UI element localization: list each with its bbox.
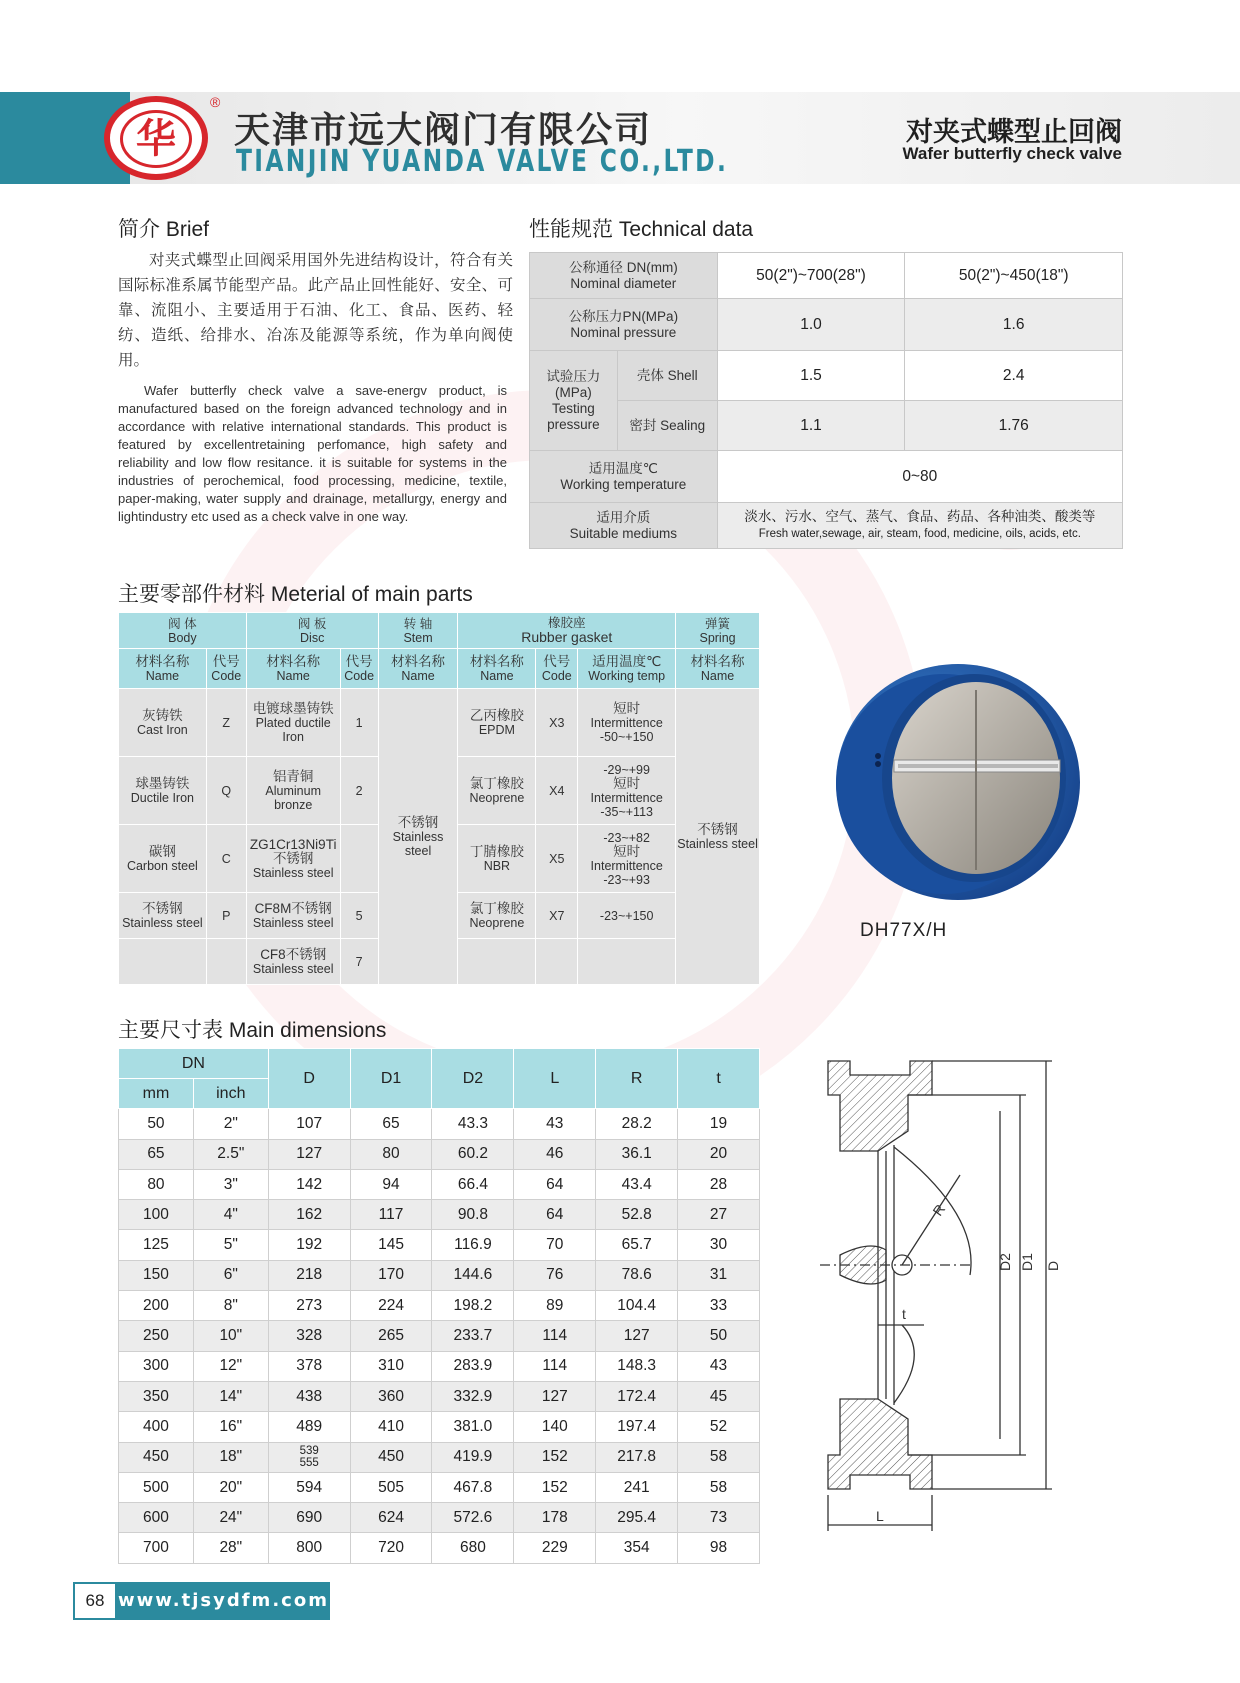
- gasket-temp: 短时 Intermittence -50~+150: [578, 689, 676, 757]
- table-row: [119, 1291, 760, 1321]
- cell-mm: 125: [119, 1230, 194, 1260]
- cell-D: 273: [268, 1291, 350, 1321]
- col-dn: DN: [119, 1049, 269, 1079]
- col-D2: D2: [432, 1049, 514, 1109]
- gasket-code: X3: [536, 689, 578, 757]
- cell-R: 52.8: [596, 1200, 678, 1230]
- cell-R: 43.4: [596, 1169, 678, 1199]
- cell-D2: 90.8: [432, 1200, 514, 1230]
- cell-mm: 350: [119, 1381, 194, 1411]
- group-body: 阀 体 Body: [119, 613, 247, 649]
- cell-D2: 116.9: [432, 1230, 514, 1260]
- dimensions-heading: 主要尺寸表 Main dimensions: [118, 1019, 387, 1042]
- cell-mm: 150: [119, 1260, 194, 1290]
- cell-mm: 200: [119, 1291, 194, 1321]
- cell-mm: 250: [119, 1321, 194, 1351]
- cell-D2: 283.9: [432, 1351, 514, 1381]
- cell-L: 89: [514, 1291, 596, 1321]
- cell-t: 52: [678, 1412, 760, 1442]
- disc-code: [340, 825, 378, 893]
- sub-name-header: 材料名称 Name: [119, 649, 207, 689]
- cell-R: 65.7: [596, 1230, 678, 1260]
- cell-mm: 65: [119, 1139, 194, 1169]
- cell-R: 295.4: [596, 1503, 678, 1533]
- cell-D: 489: [268, 1412, 350, 1442]
- disc-material: CF8M不锈钢 Stainless steel: [246, 893, 340, 939]
- cell-inch: 24": [193, 1503, 268, 1533]
- nominal-diameter-label: 公称通径 DN(mm) Nominal diameter: [530, 253, 718, 299]
- website-link[interactable]: www.tjsydfm.com: [117, 1582, 330, 1620]
- cell-L: 114: [514, 1321, 596, 1351]
- col-inch: inch: [193, 1079, 268, 1109]
- cell-D: 438: [268, 1381, 350, 1411]
- group-spring: 弹簧 Spring: [676, 613, 760, 649]
- cell-t: 58: [678, 1472, 760, 1502]
- cell-L: 229: [514, 1533, 596, 1563]
- table-row: [119, 1412, 760, 1442]
- cell-mm: 100: [119, 1200, 194, 1230]
- cell-R: 172.4: [596, 1381, 678, 1411]
- temperature-label: 适用温度℃ Working temperature: [530, 451, 718, 503]
- company-name-cn: 天津市远大阀门有限公司: [234, 110, 653, 151]
- cell-t: 20: [678, 1139, 760, 1169]
- sub-name-header: 材料名称 Name: [676, 649, 760, 689]
- label-L: L: [876, 1508, 884, 1524]
- cell-inch: 20": [193, 1472, 268, 1502]
- cell-mm: 400: [119, 1412, 194, 1442]
- table-row: [119, 1472, 760, 1502]
- cell-D: 162: [268, 1200, 350, 1230]
- cell-R: 241: [596, 1472, 678, 1502]
- gasket-temp: -23~+82 短时 Intermittence -23~+93: [578, 825, 676, 893]
- col-t: t: [678, 1049, 760, 1109]
- cell-D: 218: [268, 1260, 350, 1290]
- gasket-code: X4: [536, 757, 578, 825]
- testing-pressure-label: 试验压力 (MPa) Testing pressure: [530, 351, 618, 451]
- cell-t: 31: [678, 1260, 760, 1290]
- tech-heading: 性能规范 Technical data: [529, 218, 754, 241]
- table-row: [119, 1230, 760, 1260]
- cell-D1: 224: [350, 1291, 432, 1321]
- cell-D: 107: [268, 1109, 350, 1139]
- cell-mm: 700: [119, 1533, 194, 1563]
- cell-inch: 4": [193, 1200, 268, 1230]
- cell-D2: 572.6: [432, 1503, 514, 1533]
- col-L: L: [514, 1049, 596, 1109]
- cell-D: 378: [268, 1351, 350, 1381]
- page-number: 68: [73, 1582, 117, 1620]
- cell-t: 30: [678, 1230, 760, 1260]
- cell-t: 27: [678, 1200, 760, 1230]
- spring-material: 不锈钢 Stainless steel: [676, 689, 760, 985]
- cell-D2: 467.8: [432, 1472, 514, 1502]
- cell-inch: 6": [193, 1260, 268, 1290]
- disc-code: 5: [340, 893, 378, 939]
- cell-D1: 310: [350, 1351, 432, 1381]
- cell-D1: 505: [350, 1472, 432, 1502]
- table-row: [119, 1503, 760, 1533]
- cell-t: 98: [678, 1533, 760, 1563]
- nominal-pressure-v2: 1.6: [905, 299, 1123, 351]
- sealing-label: 密封 Sealing: [617, 401, 717, 451]
- body-code-empty: [206, 939, 246, 985]
- logo-mark: 华: [120, 110, 192, 168]
- table-row: [119, 1169, 760, 1199]
- col-D: D: [268, 1049, 350, 1109]
- cell-R: 148.3: [596, 1351, 678, 1381]
- disc-material: 电镀球墨铸铁 Plated ductile Iron: [246, 689, 340, 757]
- cell-D1: 450: [350, 1442, 432, 1472]
- cell-D: 142: [268, 1169, 350, 1199]
- gasket-material: 氯丁橡胶 Neoprene: [458, 757, 536, 825]
- disc-code: 2: [340, 757, 378, 825]
- cell-R: 78.6: [596, 1260, 678, 1290]
- cell-D: 192: [268, 1230, 350, 1260]
- cell-D1: 624: [350, 1503, 432, 1533]
- label-D1: D1: [1019, 1253, 1035, 1271]
- cell-t: 50: [678, 1321, 760, 1351]
- gasket-code: X5: [536, 825, 578, 893]
- cell-R: 217.8: [596, 1442, 678, 1472]
- valve-illustration: [826, 660, 1084, 905]
- cell-D2: 66.4: [432, 1169, 514, 1199]
- registered-mark: ®: [210, 94, 221, 110]
- cell-L: 114: [514, 1351, 596, 1381]
- label-D2: D2: [997, 1253, 1013, 1271]
- group-stem: 转 轴 Stem: [378, 613, 458, 649]
- cell-D2: 198.2: [432, 1291, 514, 1321]
- temperature-value: 0~80: [717, 451, 1122, 503]
- company-name-en: TIANJIN YUANDA VALVE CO.,LTD.: [236, 144, 729, 179]
- materials-table: [118, 612, 760, 985]
- col-mm: mm: [119, 1079, 194, 1109]
- cell-mm: 80: [119, 1169, 194, 1199]
- body-code: Z: [206, 689, 246, 757]
- cell-D: 539 555: [268, 1442, 350, 1472]
- cell-R: 354: [596, 1533, 678, 1563]
- brief-text-en: Wafer butterfly check valve a save-energv product, is manufactured based on the foreign advanced technology and in accordance with relative international standards. This product is featured by excellentretaining perfomance, high safety and reliability and low flow resitance. it is suitable for systems in the industries of perochemical, food processing, medicine, textile, paper-making, water supply and drainage, metallurgy, energy and lightindustry etc used as a check valve in one way.: [118, 383, 507, 524]
- sub-code-header: 代号 Code: [206, 649, 246, 689]
- body-code: C: [206, 825, 246, 893]
- cell-L: 127: [514, 1381, 596, 1411]
- cell-mm: 450: [119, 1442, 194, 1472]
- cell-mm: 50: [119, 1109, 194, 1139]
- cell-t: 33: [678, 1291, 760, 1321]
- table-row: [119, 1351, 760, 1381]
- page-header: [0, 92, 1240, 184]
- cell-inch: 28": [193, 1533, 268, 1563]
- cell-L: 140: [514, 1412, 596, 1442]
- cell-inch: 12": [193, 1351, 268, 1381]
- stem-material: 不锈钢 Stainless steel: [378, 689, 458, 985]
- technical-data-table: [529, 252, 1123, 549]
- gasket-material: 乙丙橡胶 EPDM: [458, 689, 536, 757]
- product-photo: [826, 660, 1084, 905]
- mediums-label: 适用介质 Suitable mediums: [530, 503, 718, 549]
- sub-temp-header: 适用温度℃ Working temp: [578, 649, 676, 689]
- table-row: [119, 1533, 760, 1563]
- cell-D: 800: [268, 1533, 350, 1563]
- dimensions-table: [118, 1048, 760, 1564]
- product-title-en: Wafer butterfly check valve: [902, 144, 1122, 163]
- cell-L: 64: [514, 1169, 596, 1199]
- sub-name-header: 材料名称 Name: [458, 649, 536, 689]
- section-drawing: [820, 1055, 1120, 1555]
- cell-D: 690: [268, 1503, 350, 1533]
- valve-section-drawing: [820, 1055, 1120, 1555]
- gasket-temp-empty: [578, 939, 676, 985]
- cell-inch: 10": [193, 1321, 268, 1351]
- cell-inch: 18": [193, 1442, 268, 1472]
- cell-L: 46: [514, 1139, 596, 1169]
- cell-L: 43: [514, 1109, 596, 1139]
- col-R: R: [596, 1049, 678, 1109]
- shell-v1: 1.5: [717, 351, 905, 401]
- sealing-v2: 1.76: [905, 401, 1123, 451]
- cell-D: 127: [268, 1139, 350, 1169]
- cell-L: 178: [514, 1503, 596, 1533]
- gasket-temp: -23~+150: [578, 893, 676, 939]
- table-row: [119, 1442, 760, 1472]
- dimensions-body: [119, 1109, 760, 1563]
- gasket-material: 丁腈橡胶 NBR: [458, 825, 536, 893]
- cell-inch: 14": [193, 1381, 268, 1411]
- cell-R: 104.4: [596, 1291, 678, 1321]
- label-R: R: [929, 1201, 949, 1219]
- cell-D: 594: [268, 1472, 350, 1502]
- cell-R: 36.1: [596, 1139, 678, 1169]
- body-material: 球墨铸铁 Ductile Iron: [119, 757, 207, 825]
- cell-R: 197.4: [596, 1412, 678, 1442]
- cell-t: 19: [678, 1109, 760, 1139]
- cell-D2: 233.7: [432, 1321, 514, 1351]
- cell-D1: 117: [350, 1200, 432, 1230]
- cell-inch: 3": [193, 1169, 268, 1199]
- cell-inch: 8": [193, 1291, 268, 1321]
- company-logo: [104, 96, 208, 180]
- cell-D2: 43.3: [432, 1109, 514, 1139]
- product-model: DH77X/H: [860, 920, 948, 941]
- cell-inch: 2.5": [193, 1139, 268, 1169]
- cell-L: 152: [514, 1472, 596, 1502]
- group-gasket: 橡胶座 Rubber gasket: [458, 613, 676, 649]
- cell-t: 73: [678, 1503, 760, 1533]
- cell-L: 76: [514, 1260, 596, 1290]
- nominal-diameter-v1: 50(2")~700(28"): [717, 253, 905, 299]
- col-D1: D1: [350, 1049, 432, 1109]
- body-material: 不锈钢 Stainless steel: [119, 893, 207, 939]
- cell-D1: 170: [350, 1260, 432, 1290]
- cell-mm: 300: [119, 1351, 194, 1381]
- cell-t: 28: [678, 1169, 760, 1199]
- cell-inch: 16": [193, 1412, 268, 1442]
- shell-label: 壳体 Shell: [617, 351, 717, 401]
- brief-heading: 简介 Brief: [118, 218, 210, 241]
- gasket-temp: -29~+99 短时 Intermittence -35~+113: [578, 757, 676, 825]
- cell-D2: 419.9: [432, 1442, 514, 1472]
- cell-D: 328: [268, 1321, 350, 1351]
- nominal-pressure-v1: 1.0: [717, 299, 905, 351]
- disc-code: 7: [340, 939, 378, 985]
- cell-D1: 410: [350, 1412, 432, 1442]
- gasket-material-empty: [458, 939, 536, 985]
- cell-t: 45: [678, 1381, 760, 1411]
- sealing-v1: 1.1: [717, 401, 905, 451]
- gasket-code: X7: [536, 893, 578, 939]
- cell-mm: 600: [119, 1503, 194, 1533]
- cell-D1: 265: [350, 1321, 432, 1351]
- cell-R: 127: [596, 1321, 678, 1351]
- cell-D2: 332.9: [432, 1381, 514, 1411]
- cell-D1: 94: [350, 1169, 432, 1199]
- cell-D2: 144.6: [432, 1260, 514, 1290]
- cell-inch: 2": [193, 1109, 268, 1139]
- materials-heading: 主要零部件材料 Meterial of main parts: [118, 583, 473, 606]
- cell-D2: 680: [432, 1533, 514, 1563]
- cell-D1: 145: [350, 1230, 432, 1260]
- body-material: 碳钢 Carbon steel: [119, 825, 207, 893]
- sub-code-header: 代号 Code: [340, 649, 378, 689]
- cell-R: 28.2: [596, 1109, 678, 1139]
- cell-L: 70: [514, 1230, 596, 1260]
- table-row: [119, 1260, 760, 1290]
- body-code: P: [206, 893, 246, 939]
- shell-v2: 2.4: [905, 351, 1123, 401]
- cell-L: 152: [514, 1442, 596, 1472]
- table-row: [119, 1381, 760, 1411]
- label-t: t: [902, 1306, 906, 1322]
- sub-name-header: 材料名称 Name: [378, 649, 458, 689]
- body-material-empty: [119, 939, 207, 985]
- cell-mm: 500: [119, 1472, 194, 1502]
- nominal-diameter-v2: 50(2")~450(18"): [905, 253, 1123, 299]
- table-row: [119, 1139, 760, 1169]
- body-material: 灰铸铁 Cast Iron: [119, 689, 207, 757]
- sub-name-header: 材料名称 Name: [246, 649, 340, 689]
- body-code: Q: [206, 757, 246, 825]
- cell-D1: 360: [350, 1381, 432, 1411]
- cell-t: 58: [678, 1442, 760, 1472]
- label-D: D: [1045, 1260, 1061, 1271]
- sub-code-header: 代号 Code: [536, 649, 578, 689]
- cell-L: 64: [514, 1200, 596, 1230]
- cell-D2: 60.2: [432, 1139, 514, 1169]
- disc-code: 1: [340, 689, 378, 757]
- cell-t: 43: [678, 1351, 760, 1381]
- gasket-material: 氯丁橡胶 Neoprene: [458, 893, 536, 939]
- nominal-pressure-label: 公称压力PN(MPa) Nominal pressure: [530, 299, 718, 351]
- cell-D1: 80: [350, 1139, 432, 1169]
- disc-material: 铝青铜 Aluminum bronze: [246, 757, 340, 825]
- mediums-value: 淡水、污水、空气、蒸气、食品、药品、各种油类、酸类等 Fresh water,sewage, air, steam, food, medicine, oils, acids, etc.: [717, 503, 1122, 549]
- cell-D1: 720: [350, 1533, 432, 1563]
- cell-D1: 65: [350, 1109, 432, 1139]
- table-row: [119, 1321, 760, 1351]
- cell-D2: 381.0: [432, 1412, 514, 1442]
- table-row: [119, 1109, 760, 1139]
- disc-material: CF8不锈钢 Stainless steel: [246, 939, 340, 985]
- product-title-cn: 对夹式蝶型止回阀: [906, 117, 1122, 147]
- group-disc: 阀 板 Disc: [246, 613, 378, 649]
- brief-text-cn: 对夹式蝶型止回阀采用国外先进结构设计，符合有关国际标准系属节能型产品。此产品止回性能好、安全、可靠、流阻小、主要适用于石油、化工、食品、医药、轻纺、造纸、给排水、冶冻及能源等系统，作为单向阀使用。: [118, 252, 513, 369]
- table-row: [119, 1200, 760, 1230]
- gasket-code-empty: [536, 939, 578, 985]
- cell-inch: 5": [193, 1230, 268, 1260]
- disc-material: ZG1Cr13Ni9Ti 不锈钢 Stainless steel: [246, 825, 340, 893]
